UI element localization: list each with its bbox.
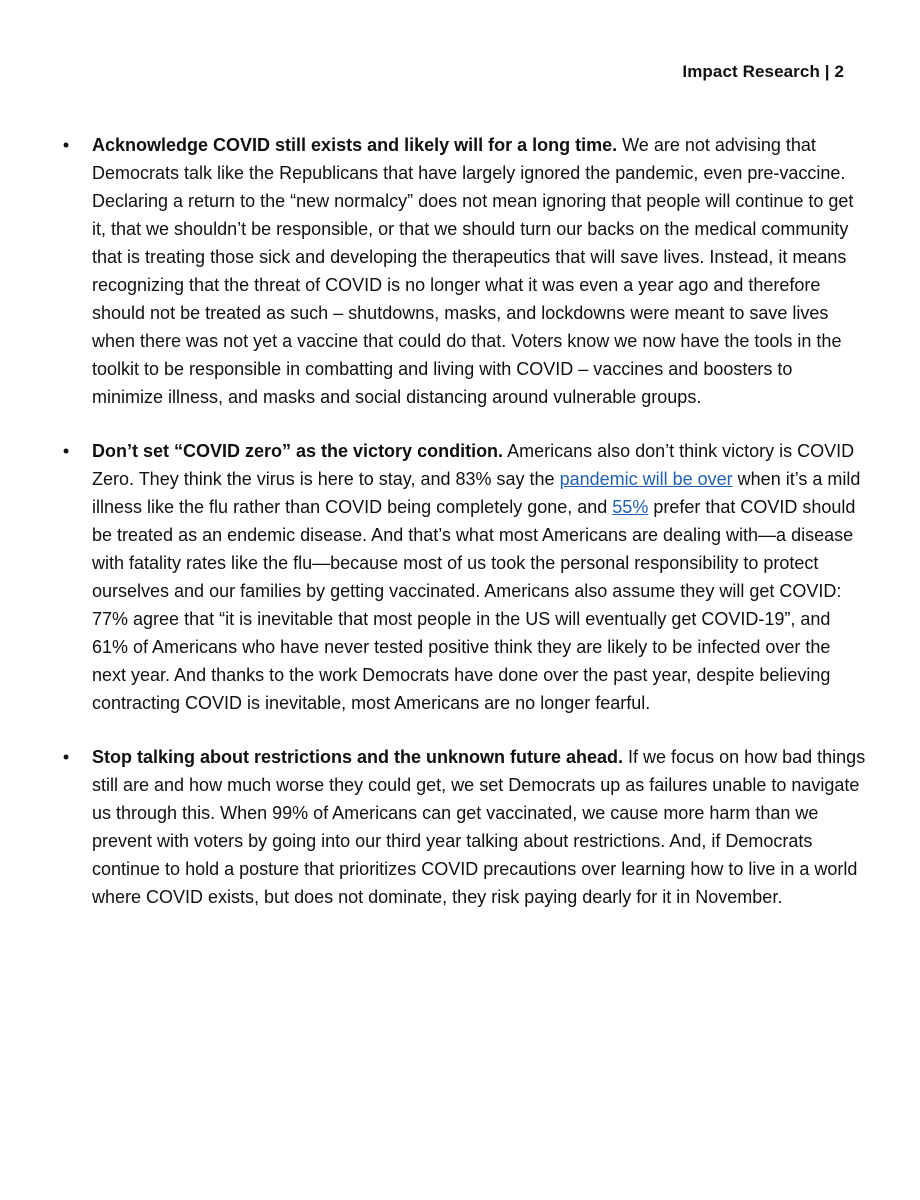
bullet-item-covid-zero [62,437,868,717]
bullet-text: prefer that COVID should be treated as an endemic disease. And that’s what most Americans are dealing with—a disease with fatality rates like the flu—because most of us took the personal responsibility to protect ourselves and our families by getting vaccinated. Americans also assume they will get COVID: 77% agree that “it is inevitable that most people in the US will eventually get COVID-19”, and 61% of Americans who have never tested positive think they are likely to be infected over the next year. And thanks to the work Democrats have done over the past year, despite believing contracting COVID is inevitable, most Americans are no longer fearful. [92,497,856,713]
bullet-item-stop-restrictions [62,743,868,911]
bullet-text: Americans also don’t think victory is COVID Zero. They think the virus is here to stay, and 83% say the [92,441,855,489]
bullet-lead: Stop talking about restrictions and the unknown future ahead. [92,747,624,767]
link-55-percent[interactable]: 55% [612,497,649,517]
bullet-text: We are not advising that Democrats talk like the Republicans that have largely ignored the pandemic, even pre-vaccine. Declaring a return to the “new normalcy” does not mean ignoring that people will continue to get it, that we shouldn’t be responsible, or that we should turn our backs on the medical community that is treating those sick and developing the therapeutics that will save lives. Instead, it means recognizing that the threat of COVID is no longer what it was even a year ago and therefore should not be treated as such – shutdowns, masks, and lockdowns were meant to save lives when there was not yet a vaccine that could do that. Voters know we now have the tools in the toolkit to be responsible in combatting and living with COVID – vaccines and boosters to minimize illness, and masks and social distancing around vulnerable groups. [92,135,854,407]
bullet-icon: • [62,747,70,767]
bullet-text: If we focus on how bad things still are and how much worse they could get, we set Democrats up as failures unable to navigate us through this. When 99% of Americans can get vaccinated, we cause more harm than we prevent with voters by going into our third year talking about restrictions. And, if Democrats continue to hold a posture that prioritizes COVID precautions over learning how to live in a world where COVID exists, but does not dominate, they risk paying dearly for it in November. [92,747,866,907]
bullet-text: when it’s a mild illness like the flu rather than COVID being completely gone, and [92,469,861,517]
bullet-list [62,131,868,937]
bullet-icon: • [62,441,70,461]
page-header: Impact Research | 2 [682,62,844,81]
bullet-item-acknowledge-covid [62,131,868,411]
bullet-icon: • [62,135,70,155]
link-pandemic-will-be-over[interactable]: pandemic will be over [559,469,733,489]
bullet-lead: Don’t set “COVID zero” as the victory condition. [92,441,504,461]
bullet-lead: Acknowledge COVID still exists and likely will for a long time. [92,135,618,155]
